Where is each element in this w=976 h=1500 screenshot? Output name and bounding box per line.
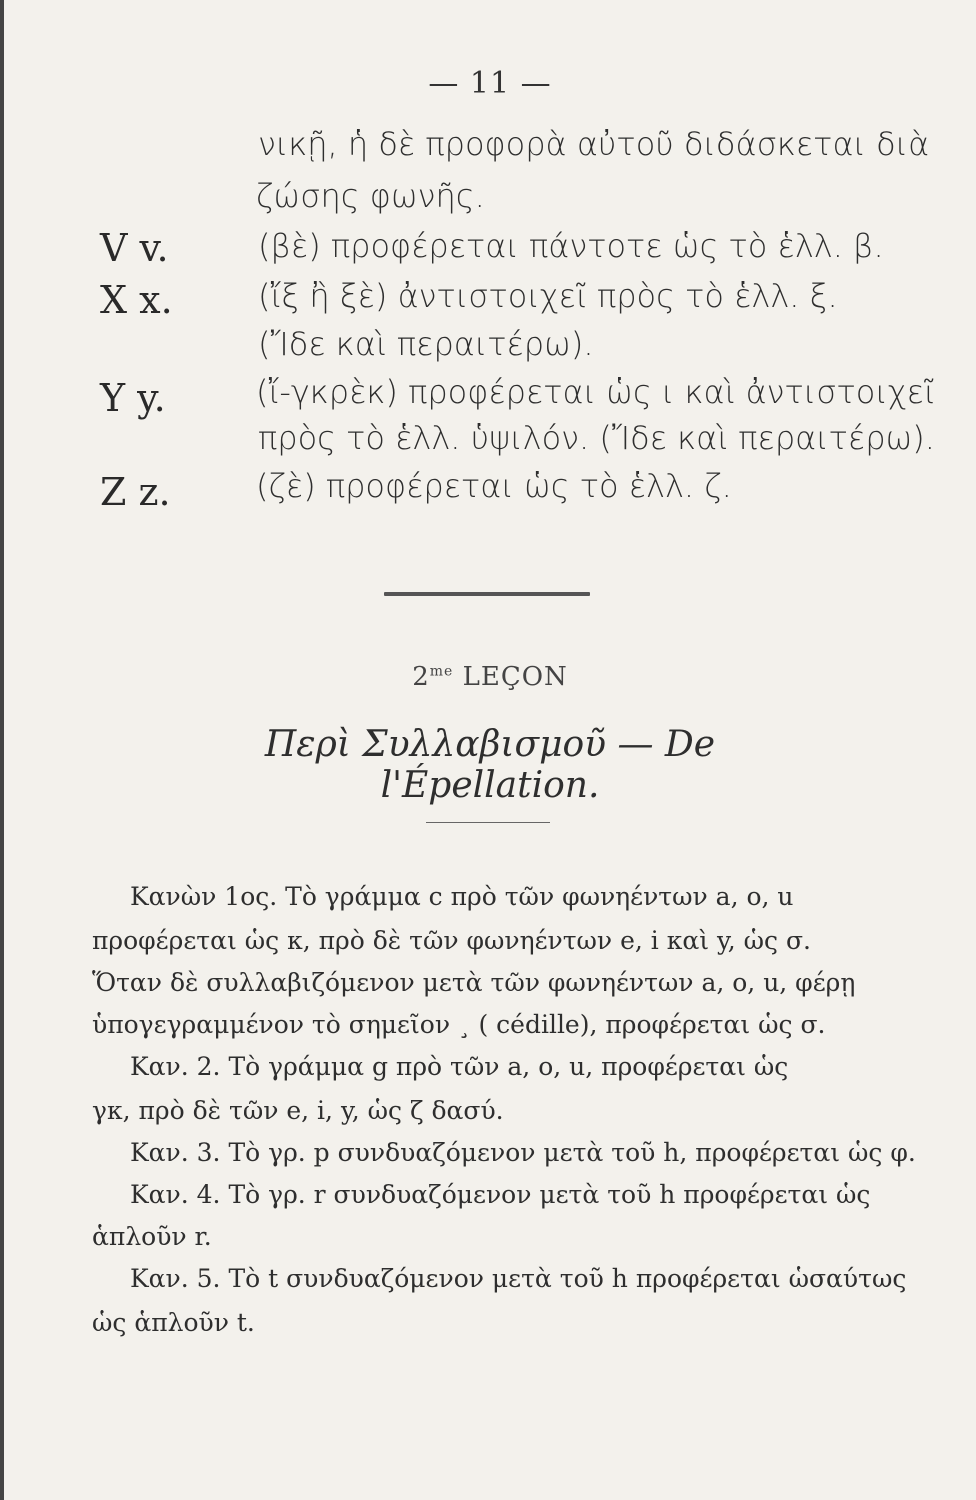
rule-line: Καν. 2. Τὸ γράμμα g πρὸ τῶν a, o, u, προφέρεται ὡς xyxy=(130,1052,789,1081)
letter-description: (ζὲ) προφέρεται ὡς τὸ ἑλλ. ζ. xyxy=(256,467,732,505)
letter-description: (βὲ) προφέρεται πάντοτε ὡς τὸ ἑλλ. β. xyxy=(258,227,884,265)
lesson-heading: Περὶ Συλλαβισμοῦ — De l'Épellation. xyxy=(264,724,716,806)
rule-line: γκ, πρὸ δὲ τῶν e, i, y, ὡς ζ δασύ. xyxy=(92,1096,504,1125)
rule-line: Καν. 4. Τὸ γρ. r συνδυαζόμενον μετὰ τοῦ h προφέρεται ὡς xyxy=(130,1180,871,1209)
letter-description: (ἴξ ἢ ξὲ) ἀντιστοιχεῖ πρὸς τὸ ἑλλ. ξ. xyxy=(258,277,838,315)
heading-rule xyxy=(426,822,550,823)
letter-label-v: V v. xyxy=(100,226,169,270)
letter-description: (ἴ-γκρὲκ) προφέρεται ὡς ι καὶ ἀντιστοιχεῖ xyxy=(256,373,935,411)
lesson-title: $2^{me}$ LEÇON xyxy=(412,662,568,692)
letter-description: (Ἴδε καὶ περαιτέρω). xyxy=(258,325,594,363)
rule-line: Ὅταν δὲ συλλαβιζόμενον μετὰ τῶν φωνηέντων a, o, u, φέρῃ xyxy=(92,968,856,997)
rule-line: ὡς ἁπλοῦν t. xyxy=(92,1308,255,1337)
rule-line: προφέρεται ὡς κ, πρὸ δὲ τῶν φωνηέντων e, i καὶ y, ὡς σ. xyxy=(92,926,812,955)
rule-line: Καν. 5. Τὸ t συνδυαζόμενον μετὰ τοῦ h προφέρεται ὡσαύτως xyxy=(130,1264,907,1293)
continuation-line: ζώσης φωνῆς. xyxy=(256,177,485,215)
rule-line: Κανὼν 1ος. Τὸ γράμμα c πρὸ τῶν φωνηέντων a, o, u xyxy=(130,882,794,911)
continuation-line: νικῇ, ἡ δὲ προφορὰ αὐτοῦ διδάσκεται διὰ xyxy=(258,125,930,163)
letter-description: πρὸς τὸ ἑλλ. ὑψιλόν. (Ἴδε καὶ περαιτέρω). xyxy=(258,419,935,457)
section-divider xyxy=(384,592,590,596)
letter-label-x: X x. xyxy=(100,278,173,322)
letter-label-z: Z z. xyxy=(100,470,171,514)
rule-line: Καν. 3. Τὸ γρ. p συνδυαζόμενον μετὰ τοῦ h, προφέρεται ὡς φ. xyxy=(130,1138,916,1167)
rule-line: ἁπλοῦν r. xyxy=(92,1222,212,1251)
letter-label-y: Y y. xyxy=(100,376,166,420)
page-edge xyxy=(0,0,4,1500)
page-number: — 11 — xyxy=(428,66,552,101)
rule-line: ὑπογεγραμμένον τὸ σημεῖον ¸ ( cédille), προφέρεται ὡς σ. xyxy=(92,1010,826,1039)
